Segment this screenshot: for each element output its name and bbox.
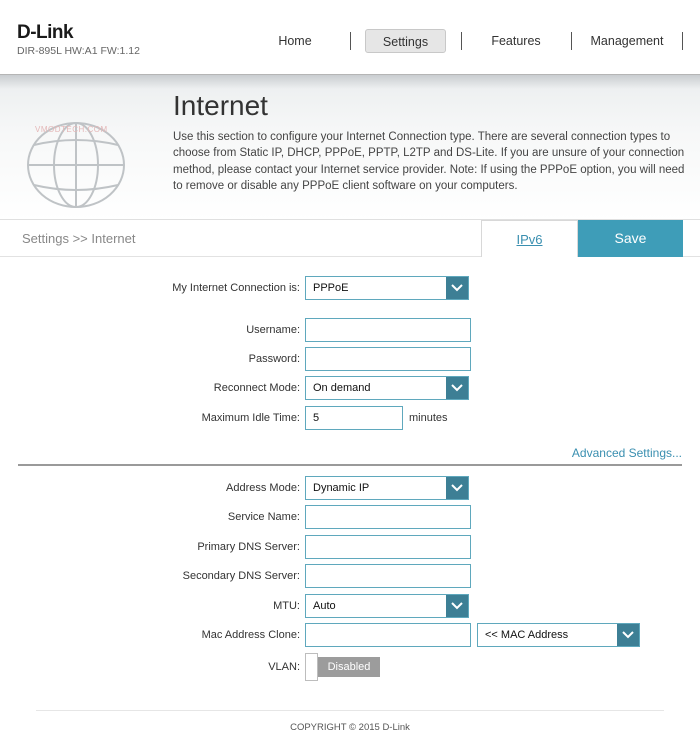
page-description: Use this section to configure your Internet Connection type. There are several connection types to choose from Static IP, DHCP, PPPoE, PPTP, L2TP and DS-Lite. If you are unsure of your connection method, please contact your Internet service provider. Note: If using the PPPoE option, you will need to remove or disable any PPPoE client software on your computers.	[173, 131, 685, 192]
service-name-row	[0, 505, 700, 529]
max-idle-row	[0, 406, 700, 430]
mac-address-select[interactable]	[477, 623, 640, 647]
model-info: DIR-895L HW:A1 FW:1.12	[17, 45, 140, 57]
nav-home[interactable]: Home	[278, 34, 312, 48]
reconnect-mode-label: Reconnect Mode:	[213, 382, 300, 394]
connection-type-select[interactable]	[305, 276, 469, 300]
secondary-dns-input[interactable]	[305, 564, 471, 588]
password-row	[0, 347, 700, 371]
secondary-dns-row	[0, 564, 700, 588]
secondary-dns-label: Secondary DNS Server:	[182, 570, 300, 582]
password-input[interactable]	[305, 347, 471, 371]
breadcrumb: Settings >> Internet	[22, 231, 136, 246]
mac-address-select-value: << MAC Address	[485, 629, 569, 641]
page-banner	[0, 74, 700, 220]
primary-dns-row	[0, 535, 700, 559]
primary-dns-input[interactable]	[305, 535, 471, 559]
max-idle-unit: minutes	[409, 412, 448, 424]
mac-clone-row	[0, 623, 700, 647]
top-header	[0, 0, 700, 74]
reconnect-mode-row	[0, 376, 700, 400]
connection-type-row	[0, 276, 700, 300]
dlink-logo: D-Link	[17, 22, 74, 43]
footer-divider	[36, 710, 664, 711]
password-label: Password:	[248, 353, 300, 365]
vlan-label: VLAN:	[268, 661, 300, 673]
chevron-down-icon[interactable]	[446, 595, 468, 617]
breadcrumb-bar	[0, 220, 700, 257]
connection-type-label: My Internet Connection is:	[172, 282, 300, 294]
chevron-down-icon[interactable]	[446, 477, 468, 499]
nav-management[interactable]: Management	[590, 34, 664, 48]
reconnect-mode-value: On demand	[313, 382, 371, 394]
nav-divider	[571, 32, 572, 50]
watermark-text: VMODTECH.COM	[35, 125, 108, 134]
address-mode-row	[0, 476, 700, 500]
address-mode-value: Dynamic IP	[313, 482, 370, 494]
advanced-settings-link[interactable]: Advanced Settings...	[571, 446, 682, 460]
nav-divider	[350, 32, 351, 50]
username-label: Username:	[246, 324, 300, 336]
mtu-value: Auto	[313, 600, 336, 612]
vlan-toggle[interactable]	[305, 653, 380, 681]
address-mode-select[interactable]	[305, 476, 469, 500]
service-name-label: Service Name:	[227, 511, 300, 523]
connection-type-value: PPPoE	[313, 282, 349, 294]
username-input[interactable]	[305, 318, 471, 342]
max-idle-input[interactable]: 5	[305, 406, 403, 430]
chevron-down-icon[interactable]	[617, 624, 639, 646]
nav-settings[interactable]: Settings	[365, 29, 446, 53]
nav-divider	[461, 32, 462, 50]
chevron-down-icon[interactable]	[446, 377, 468, 399]
primary-dns-label: Primary DNS Server:	[197, 541, 300, 553]
max-idle-label: Maximum Idle Time:	[201, 412, 300, 424]
section-divider	[18, 464, 682, 466]
mac-clone-label: Mac Address Clone:	[201, 629, 300, 641]
chevron-down-icon[interactable]	[446, 277, 468, 299]
save-button[interactable]: Save	[578, 220, 683, 257]
nav-features[interactable]: Features	[491, 34, 541, 48]
toggle-knob[interactable]	[305, 653, 318, 681]
vlan-row	[0, 653, 700, 677]
mtu-label: MTU:	[273, 600, 300, 612]
ipv6-link[interactable]: IPv6	[481, 220, 578, 257]
service-name-input[interactable]	[305, 505, 471, 529]
vlan-toggle-state: Disabled	[318, 657, 380, 677]
nav-divider	[682, 32, 683, 50]
mtu-row	[0, 594, 700, 618]
page-title: Internet	[173, 90, 268, 121]
mac-clone-input[interactable]	[305, 623, 471, 647]
address-mode-label: Address Mode:	[226, 482, 300, 494]
mtu-select[interactable]	[305, 594, 469, 618]
reconnect-mode-select[interactable]	[305, 376, 469, 400]
copyright-text: COPYRIGHT © 2015 D-Link	[290, 722, 410, 733]
username-row	[0, 318, 700, 342]
